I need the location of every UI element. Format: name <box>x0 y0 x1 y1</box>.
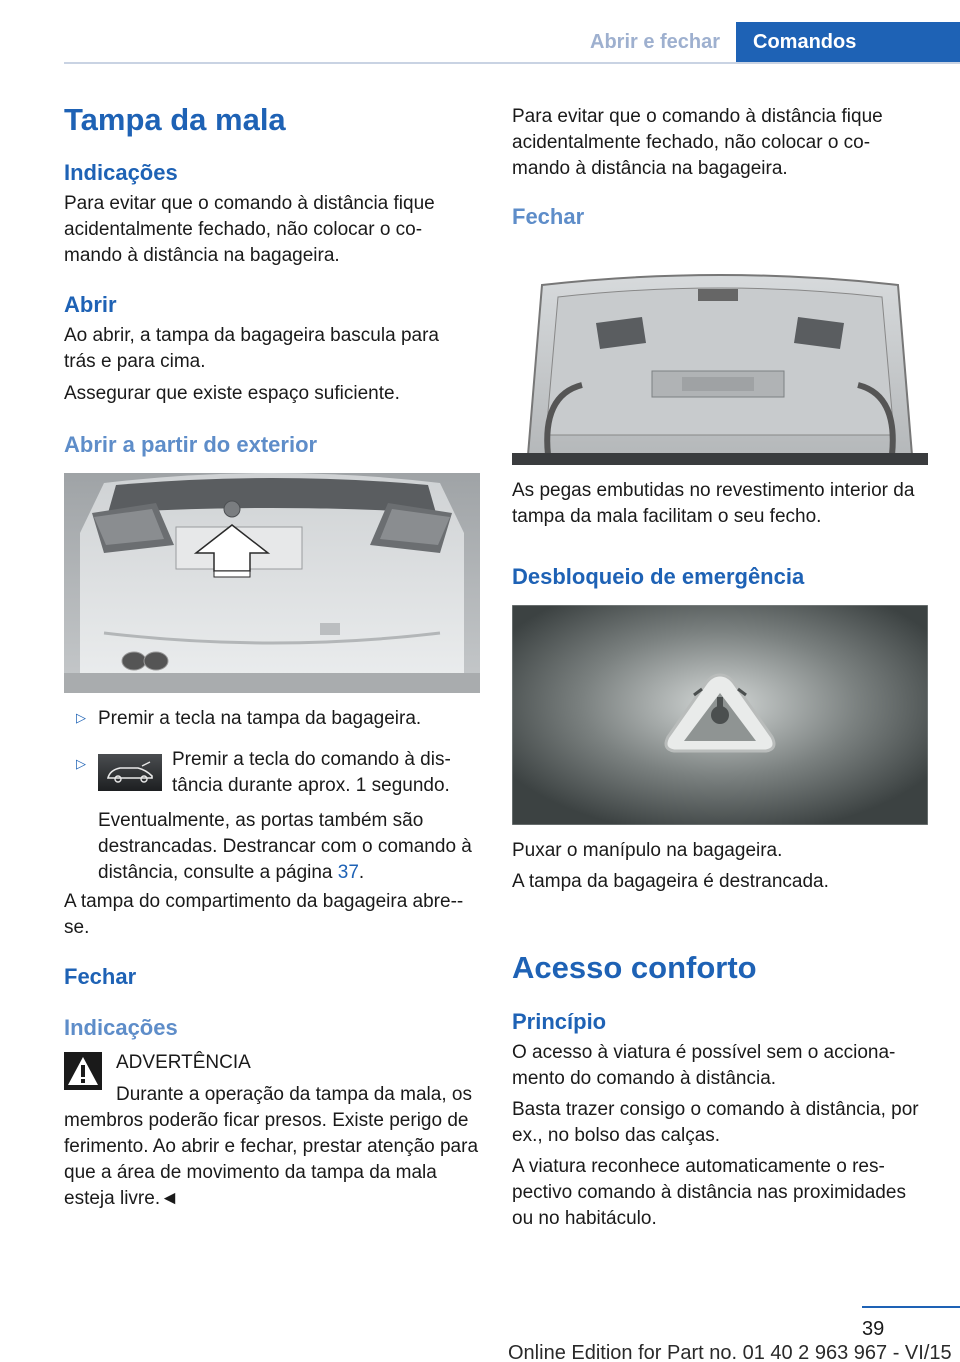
heading-abrir-exterior: Abrir a partir do exterior <box>64 432 318 457</box>
emergency-release-image <box>512 605 928 825</box>
step-2-extra-text: Eventualmente, as portas também são destrancadas. Destrancar com o comando à distância, consulte a página 37. <box>98 810 472 883</box>
heading-fechar-left: Fechar <box>64 964 137 989</box>
step-2-line-2: tância durante aprox. 1 segundo. <box>172 775 450 796</box>
heading-fechar-indicacoes: Indicações <box>64 1015 178 1040</box>
warning-triangle-icon <box>64 1052 102 1090</box>
abrir-text-1: Ao abrir, a tampa da bagageira bascula para trás e para cima. <box>64 325 439 372</box>
principio-text-3: A viatura reconhece automaticamente o res-pectivo comando à distância nas proximidades ou no habitáculo. <box>512 1156 906 1229</box>
heading-fechar-right: Fechar <box>512 204 585 229</box>
heading-desbloqueio: Desbloqueio de emergência <box>512 564 805 589</box>
principio-text-1: O acesso à viatura é possível sem o acciona-mento do comando à distância. <box>512 1042 896 1089</box>
result-text: A tampa do compartimento da bagageira abre--se. <box>64 891 464 938</box>
bullet-triangle-icon: ▷ <box>76 710 86 725</box>
header-rule <box>64 62 960 64</box>
principio-text-2: Basta trazer consigo o comando à distância, por ex., no bolso das calças. <box>512 1099 919 1146</box>
step-2-line-1: Premir a tecla do comando à dis- <box>172 749 451 770</box>
warning-line-1: Durante a operação da tampa da mala, os <box>116 1084 472 1105</box>
warning-text: membros poderão ficar presos. Existe perigo de ferimento. Ao abrir e fechar, prestar atenção para que a área de movimento da tampa da mala esteja livre.◄ <box>64 1110 479 1209</box>
emergencia-text-2: A tampa da bagageira é destrancada. <box>512 871 829 892</box>
car-rear-image <box>64 473 480 693</box>
footer-rule <box>862 1306 960 1308</box>
abrir-text-2: Assegurar que existe espaço suficiente. <box>64 383 400 404</box>
heading-indicacoes: Indicações <box>64 160 178 185</box>
page-reference-link[interactable]: 37 <box>337 862 359 883</box>
warning-title: ADVERTÊNCIA <box>116 1052 251 1073</box>
right-top-text: Para evitar que o comando à distância fique acidentalmente fechado, não colocar o co-mando à distância na bagageira. <box>512 106 883 179</box>
step-1-text: Premir a tecla na tampa da bagageira. <box>98 708 422 729</box>
trunk-lid-interior-image <box>512 245 928 465</box>
page-number: 39 <box>862 1318 885 1340</box>
header-section-tab[interactable]: Abrir e fechar <box>590 31 721 53</box>
online-edition-label: Online Edition for Part no. 01 40 2 963 967 - VI/15 <box>508 1342 952 1362</box>
emergencia-text-1: Puxar o manípulo na bagageira. <box>512 840 783 861</box>
remote-trunk-button-icon <box>98 754 162 791</box>
heading-principio: Princípio <box>512 1009 607 1034</box>
header-active-tab[interactable]: Comandos <box>736 22 960 62</box>
indicacoes-text: Para evitar que o comando à distância fique acidentalmente fechado, não colocar o co-mando à distância na bagageira. <box>64 193 435 266</box>
bullet-triangle-icon: ▷ <box>76 756 86 771</box>
section-title-tampa: Tampa da mala <box>64 102 286 137</box>
fechar-text: As pegas embutidas no revestimento interior da tampa da mala facilitam o seu fecho. <box>512 480 915 527</box>
section-title-acesso: Acesso conforto <box>512 950 757 985</box>
heading-abrir: Abrir <box>64 292 117 317</box>
